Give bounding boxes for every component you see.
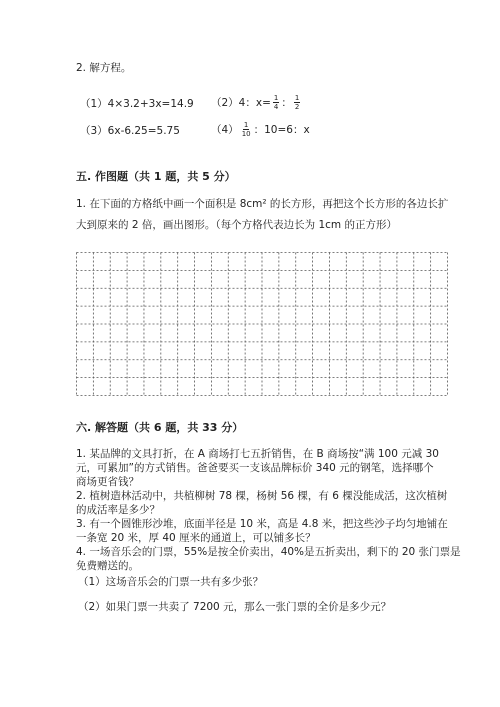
sub-question-2: （2）如果门票一共卖了 7200 元，那么一张门票的全价是多少元？ xyxy=(78,601,392,613)
problem-line: 1. 某品牌的文具打折，在 A 商场打七五折销售，在 B 商场按“满 100 元减 30 xyxy=(76,448,439,460)
fraction-numerator: 1 xyxy=(294,94,300,102)
ratio-separator: ： xyxy=(281,96,292,109)
sub-question-1: （1）这场音乐会的门票一共有多少张？ xyxy=(78,576,264,588)
section-6-title: 六. 解答题（共 6 题，共 33 分） xyxy=(76,421,244,434)
question-2-heading: 2. 解方程。 xyxy=(76,62,132,74)
equation-1: （1）4×3.2+3x=14.9 xyxy=(80,98,194,110)
problem-line: 元，可累加”的方式销售。爸爸要买一支该品牌标价 340 元的钢笔，选择哪个 xyxy=(76,462,434,474)
problem-line: 4. 一场音乐会的门票，55%是按全价卖出，40%是五折卖出，剩下的 20 张门票是 xyxy=(76,546,461,558)
problem-line: 2. 植树造林活动中，共植柳树 78 棵，杨树 56 棵，有 6 棵没能成活，这次植树 xyxy=(76,490,448,502)
problem-line: 免费赠送的。 xyxy=(76,560,139,572)
fraction-one-quarter xyxy=(273,94,279,111)
fraction-numerator: 1 xyxy=(243,121,249,129)
equation-2 xyxy=(211,94,302,111)
drawing-question-line-1: 1. 在下面的方格纸中画一个面积是 8cm² 的长方形，再把这个长方形的各边长扩 xyxy=(76,198,449,210)
equation-4-prefix: （4） xyxy=(211,123,239,136)
equation-3: （3）6x-6.25=5.75 xyxy=(80,125,180,137)
square-grid-paper xyxy=(76,252,448,396)
section-5-title: 五. 作图题（共 1 题，共 5 分） xyxy=(76,170,236,183)
problem-line: 商场更省钱？ xyxy=(76,476,139,488)
fraction-one-half xyxy=(294,94,300,111)
equation-2-prefix: （2）4：x= xyxy=(211,96,271,109)
drawing-question-line-2: 大到原来的 2 倍，画出图形。（每个方格代表边长为 1cm 的正方形） xyxy=(76,219,397,231)
problem-line: 3. 有一个圆锥形沙堆，底面半径是 10 米，高是 4.8 米，把这些沙子均匀地铺在 xyxy=(76,518,448,530)
equation-4 xyxy=(211,121,310,138)
equation-4-suffix: ：10=6：x xyxy=(253,123,310,136)
fraction-denominator: 4 xyxy=(273,103,279,111)
problem-line: 的成活率是多少？ xyxy=(76,504,160,516)
fraction-denominator: 10 xyxy=(241,130,251,138)
fraction-numerator: 1 xyxy=(273,94,279,102)
fraction-one-tenth xyxy=(241,121,252,138)
fraction-denominator: 2 xyxy=(294,103,300,111)
problem-line: 一条宽 20 米，厚 40 厘米的通道上，可以铺多长？ xyxy=(76,532,316,544)
